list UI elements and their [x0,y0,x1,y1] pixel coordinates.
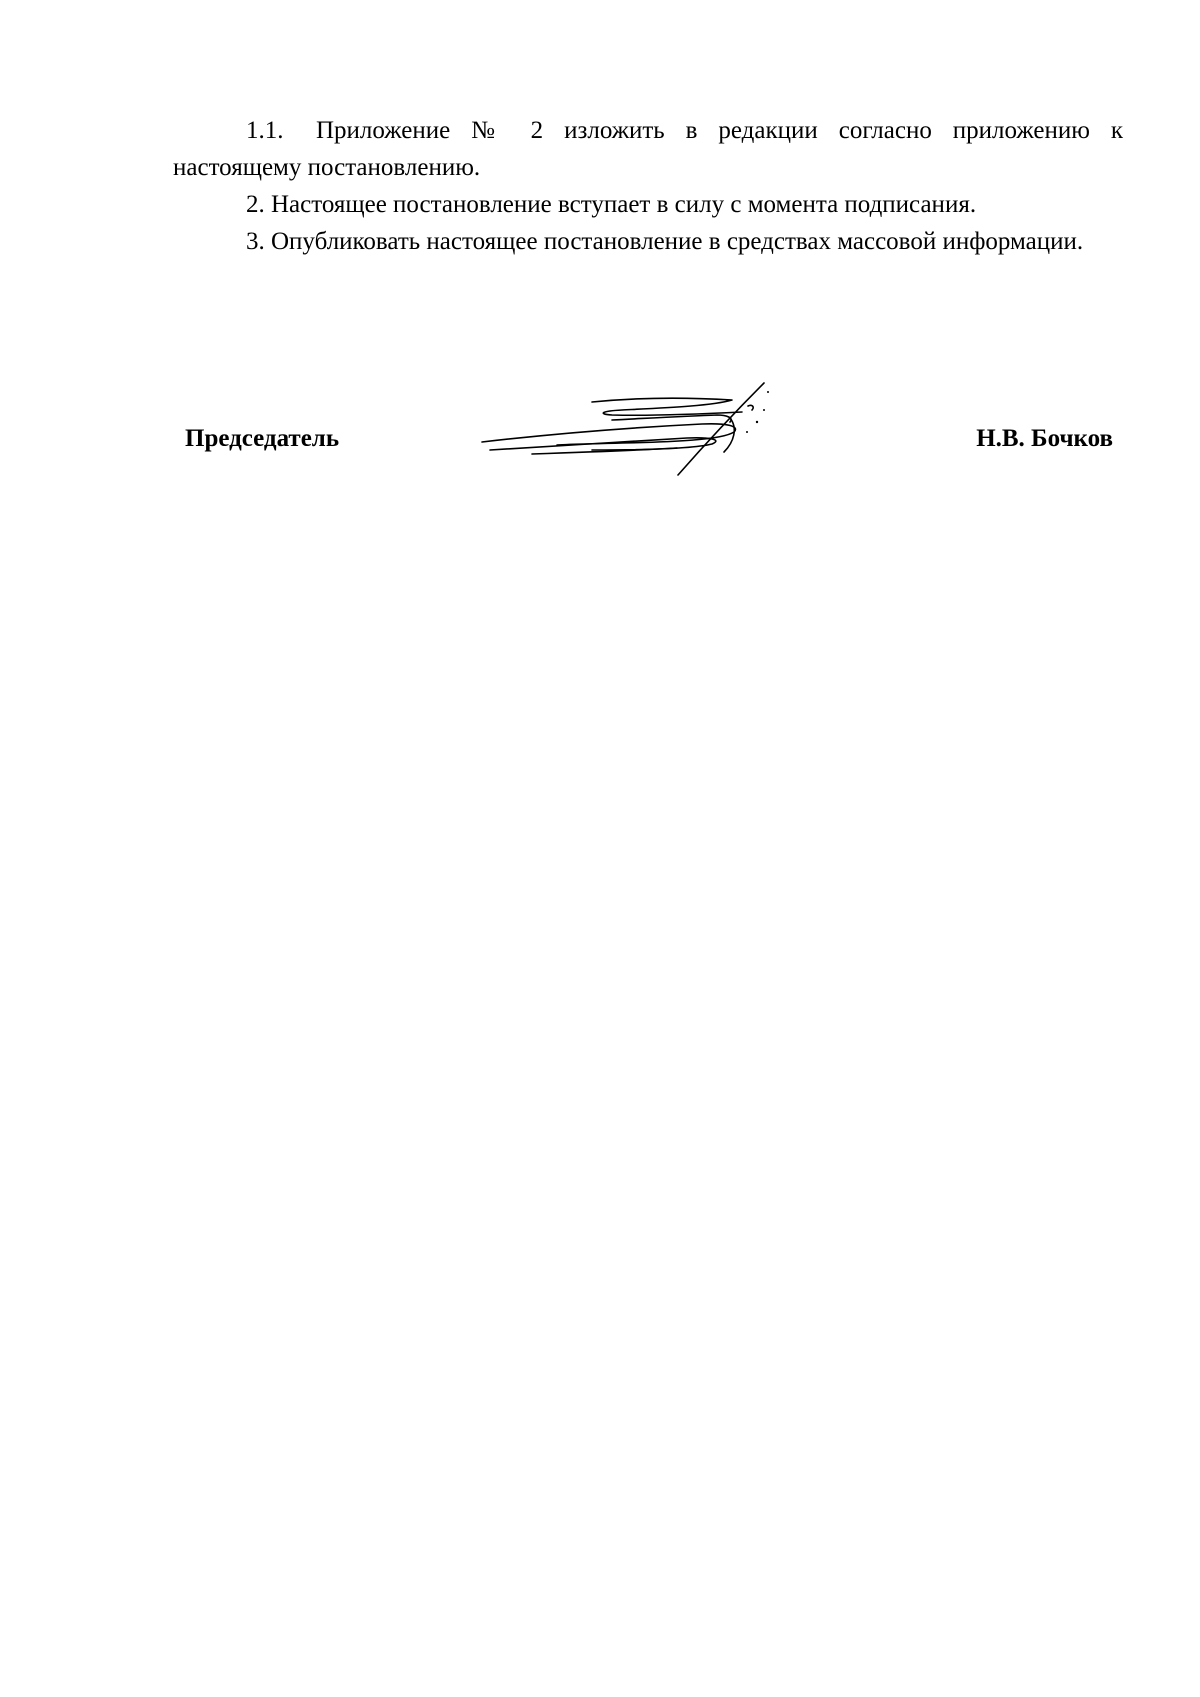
paragraph-text: Приложение № 2 изложить в редакции согласно приложению к настоящему постановлению. [173,117,1123,181]
paragraph-number: 2. [246,191,265,218]
paragraph-text: Опубликовать настоящее постановление в средствах массовой информации. [271,228,1084,255]
paragraph-1-1 [173,112,1123,186]
signatory-title: Председатель [185,425,340,452]
paragraph-2 [173,186,1123,223]
paragraph-number: 1.1. [246,117,284,144]
paragraph-text: Настоящее постановление вступает в силу с момента подписания. [271,191,977,218]
document-body [173,112,1123,260]
paragraph-3 [173,223,1123,260]
signatory-name: Н.В. Бочков [976,425,1113,452]
paragraph-number: 3. [246,228,265,255]
handwritten-signature [472,380,792,480]
